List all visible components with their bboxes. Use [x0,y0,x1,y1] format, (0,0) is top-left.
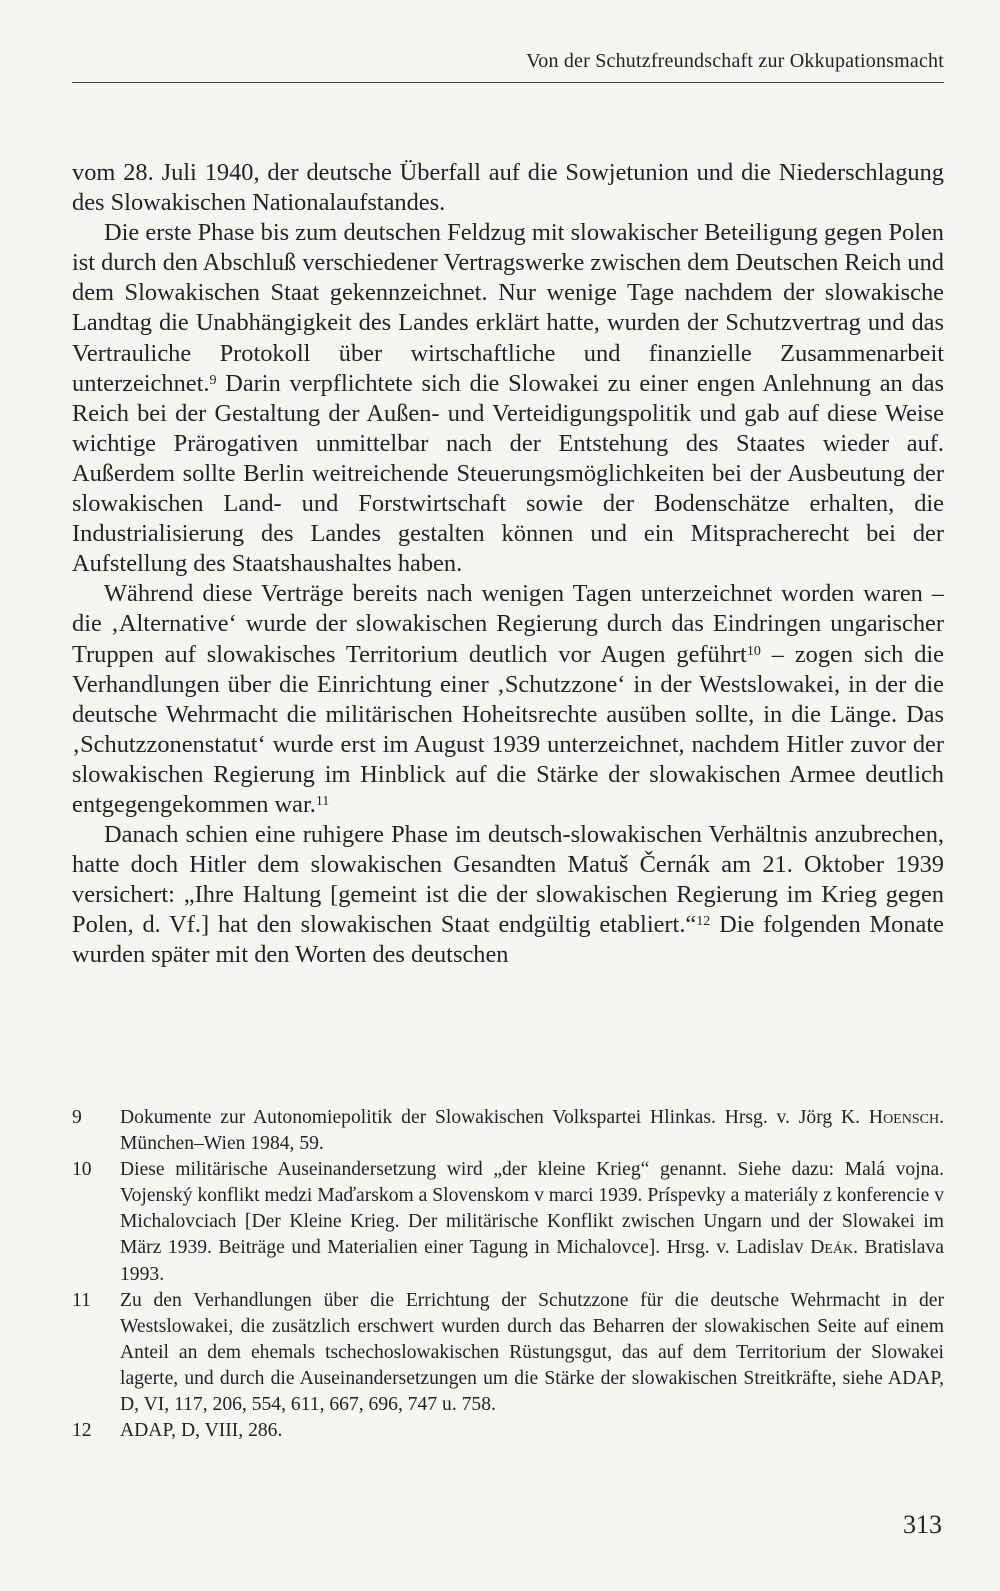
paragraph-1 [72,158,944,218]
paragraph-2-text-b: Darin verpflichtete sich die Slowakei zu einer engen Anlehnung an das Reich bei der Gestaltung der Außen- und Verteidigungspolitik und gab auf diese Weise wichtige Prärogativen unmittelbar nach der Entstehung des Staates wieder auf. Außerdem sollte Berlin weitreichende Steuerungsmöglichkeiten bei der Ausbeutung der slowakischen Land- und Forstwirtschaft sowie der Bodenschätze erhalten, die Industrialisierung des Landes gestalten können und ein Mitspracherecht bei der Aufstellung des Staatshaushaltes haben. [72,369,944,578]
footnote-9 [72,1105,944,1157]
paragraph-4 [72,820,944,970]
paragraph-2-text-a: Die erste Phase bis zum deutschen Feldzug mit slowakischer Beteiligung gegen Polen ist durch den Abschluß verschiedener Vertragswerke zwischen dem Deutschen Reich und dem Slowakischen Staat gekennzeichnet. Nur wenige Tage nachdem der slowakische Landtag die Unabhängigkeit des Landes erklärt hatte, wurden der Schutzvertrag und das Vertrauliche Protokoll über wirtschaftliche und finanzielle Zusammenarbeit unterzeichnet. [72,219,944,397]
footnote-number: 9 [72,1107,82,1128]
footnote-text [120,1105,944,1157]
paragraph-4-text-b: Die folgenden Monate wurden später mit den Worten des deutschen [72,911,944,969]
footnote-text [120,1418,944,1444]
paragraph-4-text-a: Danach schien eine ruhigere Phase im deutsch-slowakischen Verhältnis anzubrechen, hatte doch Hitler dem slowakischen Gesandten Matuš Černák am 21. Oktober 1939 versichert: „Ihre Haltung [gemeint ist die der slowakischen Regierung im Krieg gegen Polen, d. Vf.] hat den slowakischen Staat endgültig etabliert.“ [72,821,944,939]
footnote-text [120,1288,944,1418]
paragraph-3 [72,579,944,820]
paragraph-1-text: vom 28. Juli 1940, der deutsche Überfall auf die Sowjetunion und die Niederschlagung des Slowakischen Nationalaufstandes. [72,159,944,217]
paragraph-2 [72,218,944,579]
footnotes [72,1105,944,1444]
paragraph-3-text-a: Während diese Verträge bereits nach wenigen Tagen unterzeichnet worden waren – die ‚Alternative‘ wurde der slowakischen Regierung durch das Eindringen ungarischer Truppen auf slowakisches Territorium deutlich vor Augen geführt [72,580,944,668]
footnote-ref-12: 12 [696,914,711,930]
footnote-number: 11 [72,1289,91,1311]
footnote-text-b: . Bratislava 1993. [120,1237,944,1285]
footnote-text-a: Dokumente zur Autonomiepolitik der Slowakischen Volkspartei Hlinkas. Hrsg. v. Jörg K. [120,1107,869,1128]
footnote-ref-11: 11 [315,793,330,809]
footnote-author: Hoensch [868,1107,940,1128]
paragraph-3-text-b: – zogen sich die Verhandlungen über die Einrichtung einer ‚Schutzzone‘ in der Westslowakei, in der die deutsche Wehrmacht die militärischen Hoheitsrechte ausüben sollte, in die Länge. Das ‚Schutzzonenstatut‘ wurde erst im August 1939 unterzeichnet, nachdem Hitler zuvor der slowakischen Regierung im Hinblick auf die Stärke der slowakischen Armee deutlich entgegengekommen war. [72,640,944,818]
page-number: 313 [903,1510,942,1539]
footnote-number: 10 [72,1159,92,1181]
footnote-ref-10: 10 [746,643,761,659]
footnote-author: Deák [810,1237,854,1259]
footnote-text-b: . München–Wien 1984, 59. [120,1107,944,1155]
footnote-12 [72,1418,944,1444]
footnote-text-a: ADAP, D, VIII, 286. [120,1420,283,1442]
main-text [72,158,944,971]
footnote-10 [72,1157,944,1287]
footnote-number: 12 [72,1420,92,1442]
footnote-text-a: Diese militärische Auseinandersetzung wird „der kleine Krieg“ genannt. Siehe dazu: Malá vojna. Vojenský konflikt medzi Maďarskom a Slovenskom v marci 1939. Príspevky a materiály z konferencie v Michalovciach [Der Kleine Krieg. Der militärische Konflikt zwischen Ungarn und der Slowakei im März 1939. Beiträge und Materialien einer Tagung in Michalovce]. Hrsg. v. Ladislav [120,1159,944,1259]
running-header: Von der Schutzfreundschaft zur Okkupationsmacht [526,50,944,72]
footnote-ref-9: 9 [209,372,217,388]
header-rule [72,82,944,83]
footnote-11 [72,1288,944,1418]
footnote-text [120,1157,944,1287]
footnote-text-a: Zu den Verhandlungen über die Errichtung der Schutzzone für die deutsche Wehrmacht in der Westslowakei, die zusätzlich erschwert wurden durch das Beharren der slowakischen Seite auf einem Anteil an dem ehemals tschechoslowakischen Rüstungsgut, das auf dem Territorium der Slowakei lagerte, und durch die Auseinandersetzungen um die Stärke der slowakischen Streitkräfte, siehe ADAP, D, VI, 117, 206, 554, 611, 667, 696, 747 u. 758. [120,1289,944,1416]
